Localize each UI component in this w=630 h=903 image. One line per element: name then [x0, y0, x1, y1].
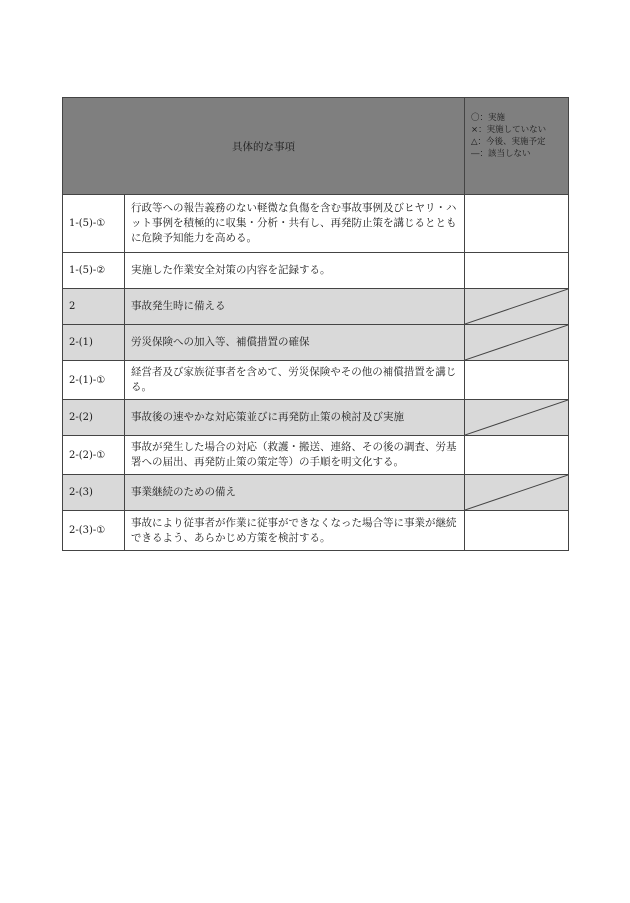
row-id: 2-(1)-①: [63, 361, 125, 400]
table-row-section: [63, 289, 569, 325]
table-row: [63, 195, 569, 253]
table-row-section: [63, 400, 569, 436]
row-text: 事故により従事者が作業に従事ができなくなった場合等に事業が継続できるよう、あらかじめ方策を検討する。: [125, 511, 465, 551]
row-id: 2-(3)-①: [63, 511, 125, 551]
table-header-row: [63, 98, 569, 195]
status-cell-na: [465, 400, 569, 436]
row-text: 事故が発生した場合の対応（救護・搬送、連絡、その後の調査、労基署への届出、再発防止策の策定等）の手順を明文化する。: [125, 436, 465, 475]
row-text: 事故後の速やかな対応策並びに再発防止策の検討及び実施: [125, 400, 465, 436]
table-row-section: [63, 475, 569, 511]
legend-not-applicable: ―：該当しない: [471, 149, 531, 159]
row-id: 2-(2): [63, 400, 125, 436]
status-legend: [465, 98, 569, 195]
table-row: [63, 511, 569, 551]
row-id: 2: [63, 289, 125, 325]
row-text: 事故発生時に備える: [125, 289, 465, 325]
row-text: 経営者及び家族従事者を含めて、労災保険やその他の補償措置を講じる。: [125, 361, 465, 400]
table-row: [63, 436, 569, 475]
diagonal-slash-icon: [465, 289, 568, 324]
legend-planned: △：今後、実施予定: [471, 137, 546, 147]
row-id: 2-(2)-①: [63, 436, 125, 475]
status-cell-na: [465, 289, 569, 325]
diagonal-slash-icon: [465, 325, 568, 360]
row-id: 1-(5)-①: [63, 195, 125, 253]
status-input-cell[interactable]: [465, 253, 569, 289]
table-row: [63, 361, 569, 400]
row-text: 実施した作業安全対策の内容を記録する。: [125, 253, 465, 289]
table-row: [63, 253, 569, 289]
row-id: 1-(5)-②: [63, 253, 125, 289]
status-input-cell[interactable]: [465, 511, 569, 551]
diagonal-slash-icon: [465, 475, 568, 510]
status-cell-na: [465, 325, 569, 361]
row-text: 事業継続のための備え: [125, 475, 465, 511]
row-id: 2-(1): [63, 325, 125, 361]
status-input-cell[interactable]: [465, 436, 569, 475]
legend-implemented: 〇：実施: [471, 113, 506, 123]
diagonal-slash-icon: [465, 400, 568, 435]
table-row-section: [63, 325, 569, 361]
status-input-cell[interactable]: [465, 195, 569, 253]
row-text: 行政等への報告義務のない軽微な負傷を含む事故事例及びヒヤリ・ハット事例を積極的に収集・分析・共有し、再発防止策を講じるとともに危険予知能力を高める。: [125, 195, 465, 253]
checklist-table: [62, 97, 569, 551]
legend-not-implemented: ×：実施していない: [471, 125, 547, 135]
status-cell-na: [465, 475, 569, 511]
status-input-cell[interactable]: [465, 361, 569, 400]
row-text: 労災保険への加入等、補償措置の確保: [125, 325, 465, 361]
header-title: 具体的な事項: [63, 98, 465, 195]
row-id: 2-(3): [63, 475, 125, 511]
